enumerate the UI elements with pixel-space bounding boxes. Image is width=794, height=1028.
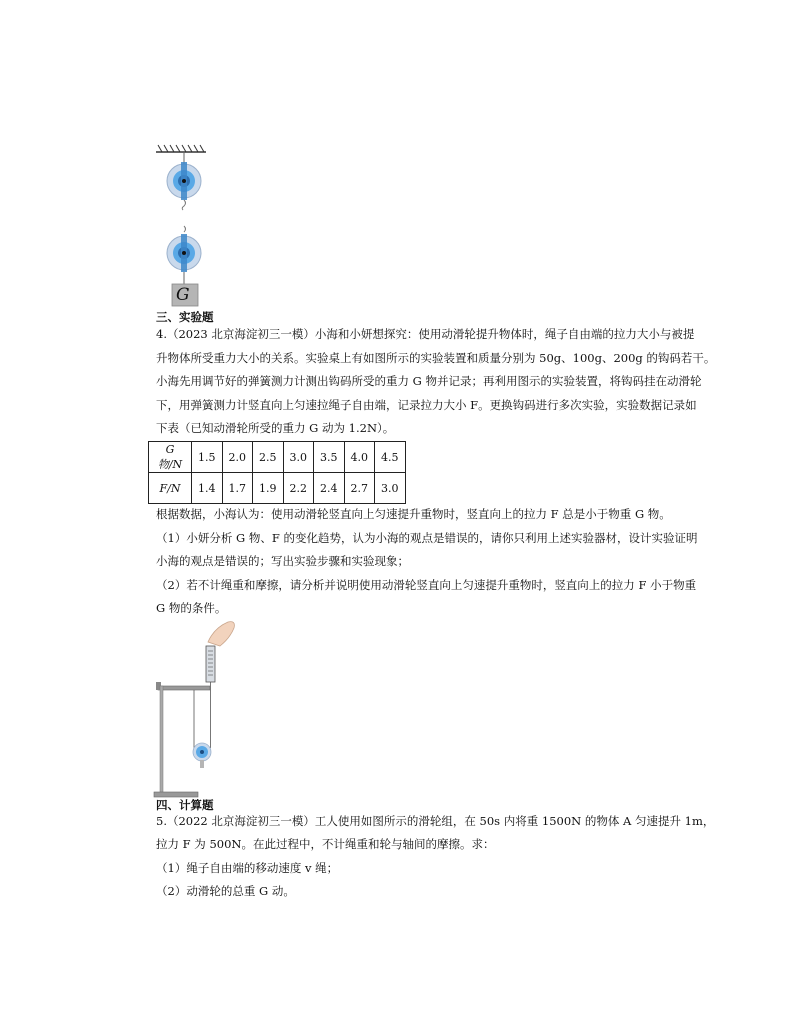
- table-cell: 1.9: [253, 473, 284, 504]
- table-row: [149, 442, 406, 473]
- table-cell: 2.4: [314, 473, 345, 504]
- q4-line-1: 4.（2023 北京海淀初三一模）小海和小妍想探究：使用动滑轮提升物体时，绳子自由端的拉力大小与被提: [156, 327, 695, 341]
- q4-after-line-1: 根据数据，小海认为：使用动滑轮竖直向上匀速提升重物时，竖直向上的拉力 F 总是小于物重 G 物。: [156, 507, 671, 521]
- apparatus-figure: [150, 620, 240, 800]
- q4-line-3: 小海先用调节好的弹簧测力计测出钩码所受的重力 G 物并记录；再利用图示的实验装置，将钩码挂在动滑轮: [156, 374, 702, 388]
- table-cell: 3.0: [375, 473, 406, 504]
- table-header-g: G 物/N: [149, 442, 192, 473]
- table-cell: 1.7: [222, 473, 253, 504]
- q5-line-1: 5.（2022 北京海淀初三一模）工人使用如图所示的滑轮组，在 50s 内将重 1500N 的物体 A 匀速提升 1m，: [156, 814, 715, 828]
- q5-line-3: （1）绳子自由端的移动速度 v 绳；: [156, 861, 339, 875]
- table-cell: 3.0: [283, 442, 314, 473]
- q4-line-5: 下表（已知动滑轮所受的重力 G 动为 1.2N）。: [156, 421, 395, 435]
- data-table: [148, 441, 406, 504]
- table-header-f: F/N: [149, 473, 192, 504]
- table-cell: 2.5: [253, 442, 284, 473]
- section-heading-calculation: 四、计算题: [156, 798, 214, 812]
- table-cell: 3.5: [314, 442, 345, 473]
- table-cell: 1.5: [192, 442, 223, 473]
- q4-after-line-5: G 物的条件。: [156, 601, 227, 615]
- q4-line-2: 升物体所受重力大小的关系。实验桌上有如图所示的实验装置和质量分别为 50g、100g、200g 的钩码若干。: [156, 351, 716, 365]
- table-cell: 4.5: [375, 442, 406, 473]
- table-row: [149, 473, 406, 504]
- q4-after-line-4: （2）若不计绳重和摩擦，请分析并说明使用动滑轮竖直向上匀速提升重物时，竖直向上的拉力 F 小于物重: [156, 578, 697, 592]
- table-cell: 2.7: [344, 473, 375, 504]
- q5-line-4: （2）动滑轮的总重 G 动。: [156, 884, 295, 898]
- q4-line-4: 下，用弹簧测力计竖直向上匀速拉绳子自由端，记录拉力大小 F。更换钩码进行多次实验，实验数据记录如: [156, 398, 697, 412]
- table-cell: 2.2: [283, 473, 314, 504]
- table-cell: 2.0: [222, 442, 253, 473]
- weight-label-g: G: [176, 285, 190, 305]
- q4-after-line-2: （1）小妍分析 G 物、F 的变化趋势，认为小海的观点是错误的，请你只利用上述实验器材，设计实验证明: [156, 531, 698, 545]
- q4-after-line-3: 小海的观点是错误的；写出实验步骤和实验现象；: [156, 554, 409, 568]
- table-cell: 4.0: [344, 442, 375, 473]
- table-cell: 1.4: [192, 473, 223, 504]
- q5-line-2: 拉力 F 为 500N。在此过程中，不计绳重和轮与轴间的摩擦。求：: [156, 837, 495, 851]
- section-heading-experiment: 三、实验题: [156, 310, 214, 324]
